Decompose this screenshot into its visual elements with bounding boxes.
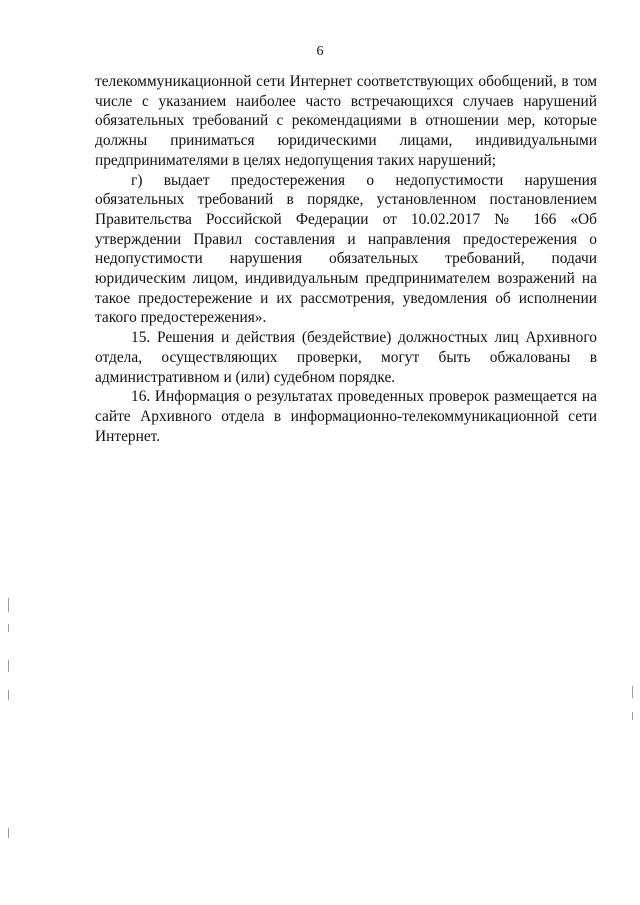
scan-mark-left-4 [8, 690, 9, 700]
paragraph-item-16: 16. Информация о результатах проведенных проверок размещается на сайте Архивного отдела в информационно-телекоммуникационной сети Интернет. [95, 388, 597, 445]
scan-mark-left-1 [8, 598, 9, 612]
page-number: 6 [316, 44, 324, 59]
scan-mark-left-5 [8, 828, 9, 838]
scan-mark-right-2 [632, 712, 633, 720]
scan-mark-left-3 [8, 660, 9, 672]
paragraph-item-g: г) выдает предостережения о недопустимости нарушения обязательных требований в порядке, установленном постановлением Правительства Российской Федерации от 10.02.2017 № 166 «Об утверждении Правил составления и направления предостережения о недопустимости нарушения обязательных требований, подачи юридическим лицом, индивидуальным предпринимателем возражений на такое предостережение и их рассмотрения, уведомления об исполнении такого предостережения». [95, 171, 597, 327]
paragraph-continuation: телекоммуникационной сети Интернет соответствующих обобщений, в том числе с указанием наиболее часто встречающихся случаев нарушений обязательных требований с рекомендациями в отношении мер, которые должны приниматься юридическими лицами, индивидуальными предпринимателями в целях недопущения таких нарушений; [95, 73, 597, 169]
scan-mark-right-1 [632, 686, 633, 698]
paragraph-item-15: 15. Решения и действия (бездействие) должностных лиц Архивного отдела, осуществляющих проверки, могут быть обжалованы в административном и (или) судебном порядке. [95, 329, 597, 386]
document-body [95, 72, 597, 446]
scan-mark-left-2 [8, 624, 9, 632]
